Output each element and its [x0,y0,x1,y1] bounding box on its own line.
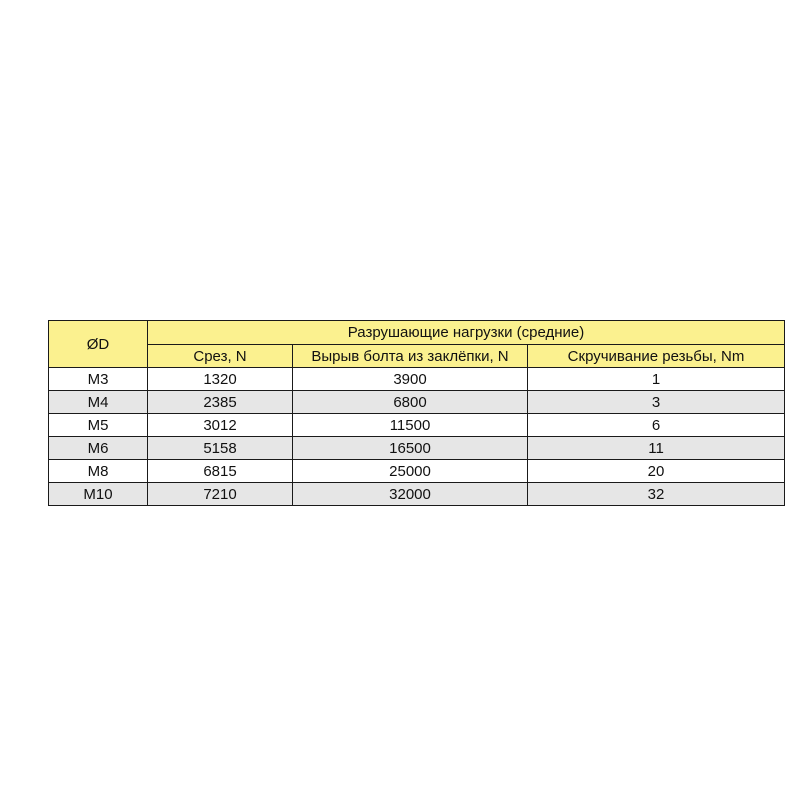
shear-cell: 1320 [148,368,293,391]
table-row [49,483,785,506]
size-cell: M8 [49,460,148,483]
table-row [49,414,785,437]
size-cell: M4 [49,391,148,414]
pullout-cell: 32000 [293,483,528,506]
torque-cell: 32 [528,483,785,506]
size-cell: M6 [49,437,148,460]
pullout-cell: 25000 [293,460,528,483]
table-body [49,368,785,506]
pullout-column-header: Вырыв болта из заклёпки, N [293,345,528,368]
breaking-loads-table [48,320,785,506]
pullout-cell: 3900 [293,368,528,391]
header-group-row [49,321,785,345]
shear-cell: 2385 [148,391,293,414]
table-row [49,437,785,460]
pullout-cell: 16500 [293,437,528,460]
torque-column-header: Скручивание резьбы, Nm [528,345,785,368]
table-header [49,321,785,368]
pullout-cell: 6800 [293,391,528,414]
shear-cell: 5158 [148,437,293,460]
torque-cell: 1 [528,368,785,391]
torque-cell: 3 [528,391,785,414]
table-row [49,391,785,414]
size-cell: M10 [49,483,148,506]
torque-cell: 20 [528,460,785,483]
torque-cell: 6 [528,414,785,437]
shear-cell: 7210 [148,483,293,506]
header-subcolumn-row [49,345,785,368]
breaking-loads-group-header: Разрушающие нагрузки (средние) [148,321,785,345]
shear-cell: 3012 [148,414,293,437]
shear-cell: 6815 [148,460,293,483]
table-row [49,460,785,483]
shear-column-header: Срез, N [148,345,293,368]
diameter-column-header: ØD [49,321,148,368]
size-cell: M5 [49,414,148,437]
size-cell: M3 [49,368,148,391]
torque-cell: 11 [528,437,785,460]
table-row [49,368,785,391]
pullout-cell: 11500 [293,414,528,437]
